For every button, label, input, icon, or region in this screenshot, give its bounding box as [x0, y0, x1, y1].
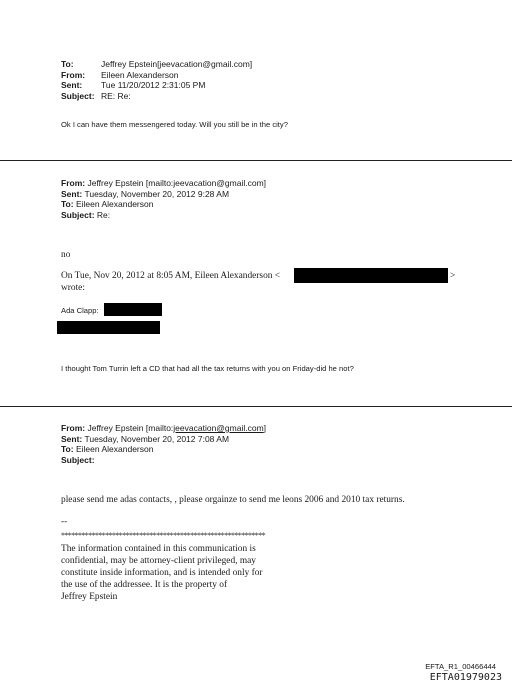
- email3-header: [61, 423, 266, 465]
- email3-from-prefix: Jeffrey Epstein [mailto:: [87, 423, 174, 433]
- email2-sent-value: Tuesday, November 20, 2012 9:28 AM: [84, 188, 230, 199]
- email3-body: please send me adas contacts, , please orgainze to send me leons 2006 and 2010 tax returns.: [61, 495, 405, 505]
- email2-subject-label: Subject:: [61, 209, 95, 220]
- email2-to-line: [61, 199, 266, 210]
- divider-1: [0, 160, 512, 161]
- email2-reply: no: [61, 250, 71, 260]
- signature-dashes: --: [61, 517, 68, 527]
- email1-sent-value: Tue 11/20/2012 2:31:05 PM: [101, 80, 206, 90]
- email3-from-line: [61, 423, 266, 434]
- email1-sent-label: Sent:: [61, 80, 83, 90]
- email2-from-value: Jeffrey Epstein [mailto:jeevacation@gmail.com]: [87, 178, 267, 188]
- disclaimer-line: Jeffrey Epstein: [61, 592, 118, 602]
- email2-from-line: [61, 178, 266, 189]
- email2-ada-label: Ada Clapp:: [61, 306, 99, 315]
- email2-from-label: From:: [61, 178, 86, 188]
- redaction-ada-contact-2: [57, 321, 160, 334]
- email3-from-label: From:: [61, 423, 86, 433]
- email3-to-line: [61, 444, 266, 455]
- email2-to-label: To:: [61, 199, 74, 209]
- email2-subject-line: [61, 210, 266, 221]
- email2-header: [61, 178, 266, 220]
- disclaimer-block: [61, 543, 263, 603]
- disclaimer-line: the use of the addressee. It is the property of: [61, 580, 228, 590]
- redaction-ada-contact: [104, 303, 162, 316]
- email1-from-value: Eileen Alexanderson: [101, 69, 179, 80]
- disclaimer-line: constitute inside information, and is intended only for: [61, 568, 263, 578]
- email1-body: Ok I can have them messengered today. Will you still be in the city?: [61, 120, 288, 129]
- email1-subject-label: Subject:: [61, 90, 95, 101]
- email2-subject-value: Re:: [96, 209, 111, 220]
- bates-number-small: EFTA_R1_00466444: [425, 662, 496, 671]
- email2-sent-line: [61, 189, 266, 200]
- email2-quote-line2: wrote:: [61, 283, 85, 293]
- email3-subject-line: [61, 455, 266, 466]
- email3-sent-label: Sent:: [61, 433, 83, 444]
- email3-sent-value: Tuesday, November 20, 2012 7:08 AM: [84, 433, 230, 444]
- email2-body: I thought Tom Turrin left a CD that had all the tax returns with you on Friday-did he not?: [61, 364, 354, 373]
- signature-stars: ************************************************************: [61, 531, 266, 540]
- email1-to-label: To:: [61, 59, 74, 69]
- email1-header: [61, 59, 252, 101]
- email1-subject-value: RE: Re:: [101, 90, 131, 101]
- email3-sent-line: [61, 434, 266, 445]
- email2-to-value: Eileen Alexanderson: [75, 199, 154, 209]
- email3-from-suffix: ]: [263, 423, 267, 433]
- email1-to-value: Jeffrey Epstein[jeevacation@gmail.com]: [101, 59, 253, 69]
- disclaimer-line: confidential, may be attorney-client privileged, may: [61, 556, 256, 566]
- email3-from-link[interactable]: jeevacation@gmail.com: [173, 423, 264, 433]
- email2-quote-line1-end: >: [450, 271, 456, 281]
- email3-subject-label: Subject:: [61, 454, 95, 465]
- disclaimer-line: The information contained in this communication is: [61, 544, 256, 554]
- redaction-email-address: [294, 268, 448, 283]
- email1-from-label: From:: [61, 69, 86, 80]
- email3-to-value: Eileen Alexanderson: [75, 444, 154, 454]
- divider-2: [0, 406, 512, 407]
- email2-quote-line1: On Tue, Nov 20, 2012 at 8:05 AM, Eileen Alexanderson <: [61, 271, 281, 281]
- email2-sent-label: Sent:: [61, 188, 83, 199]
- email3-to-label: To:: [61, 444, 74, 454]
- bates-number-large: EFTA01979023: [429, 672, 502, 683]
